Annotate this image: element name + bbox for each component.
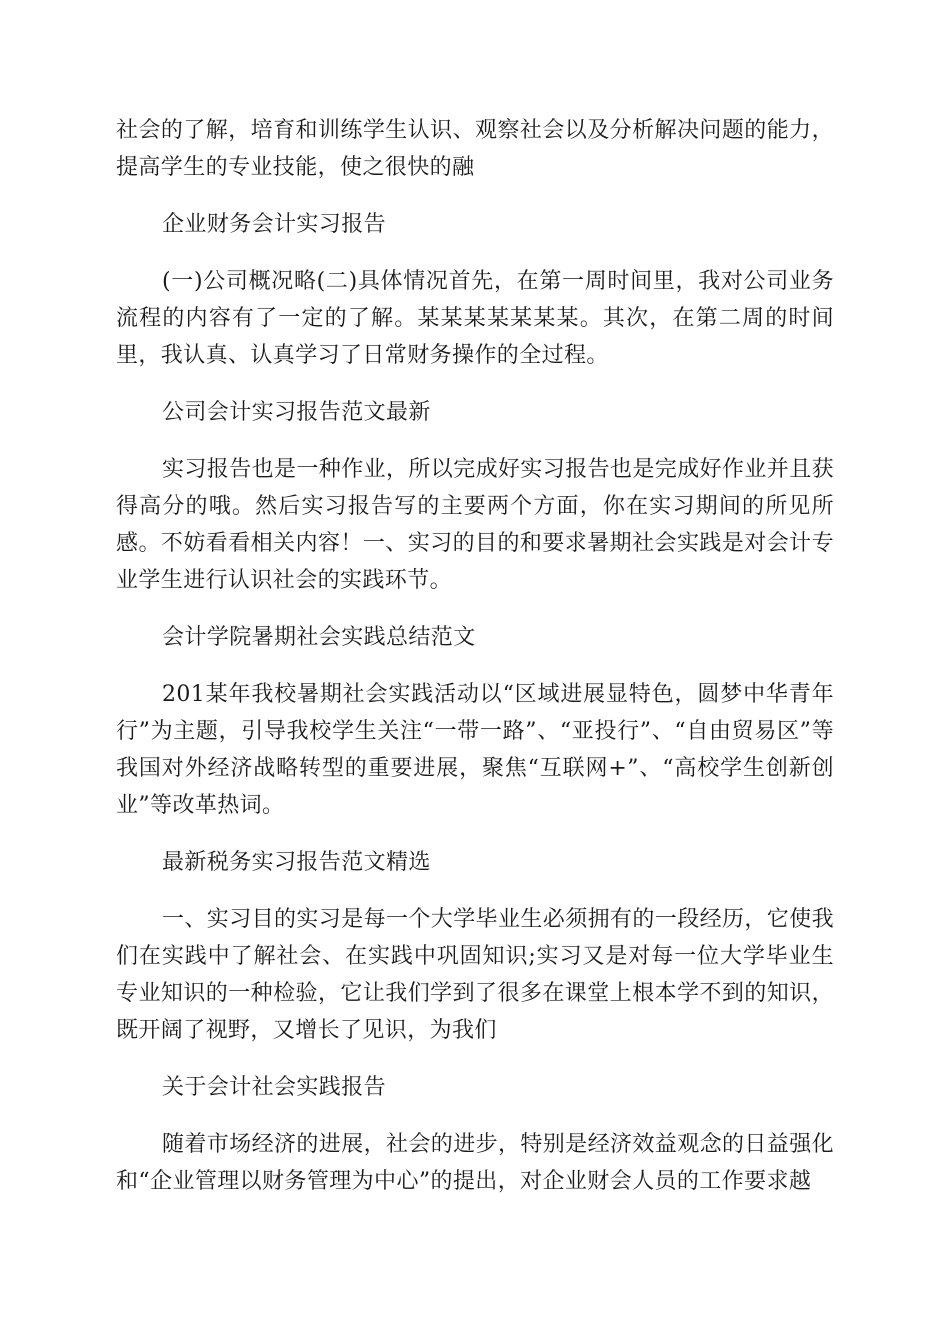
paragraph-market-economy: 随着市场经济的进展，社会的进步，特别是经济效益观念的日益强化和“企业管理以财务管理为中心”的提出，对企业财会人员的工作要求越 xyxy=(116,1132,835,1194)
section-title-tax-internship: 最新税务实习报告范文精选 xyxy=(162,850,431,875)
section-title-accounting-practice: 关于会计社会实践报告 xyxy=(162,1075,387,1100)
section-title-summer-practice: 会计学院暑期社会实践总结范文 xyxy=(162,625,476,650)
paragraph-internship-report: 实习报告也是一种作业，所以完成好实习报告也是完成好作业并且获得高分的哦。然后实习报告写的主要两个方面，你在实习期间的所见所感。不妨看看相关内容！一、实习的目的和要求暑期社会实践是对会计专业学生进行认识社会的实践环节。 xyxy=(116,457,835,593)
section-title-company-accounting: 公司会计实习报告范文最新 xyxy=(162,400,431,425)
paragraph-internship-purpose: 一、实习目的实习是每一个大学毕业生必须拥有的一段经历，它使我们在实践中了解社会、在实践中巩固知识;实习又是对每一位大学毕业生专业知识的一种检验，它让我们学到了很多在课堂上根本学不到的知识，既开阔了视野，又增长了见识，为我们 xyxy=(116,907,835,1043)
paragraph-summer-activity: 201某年我校暑期社会实践活动以“区域进展显特色，圆梦中华青年行”为主题，引导我校学生关注“一带一路”、“亚投行”、“自由贸易区”等我国对外经济战略转型的重要进展，聚焦“互联网+”、“高校学生创新创业”等改革热词。 xyxy=(116,682,834,818)
document-page xyxy=(116,112,834,1200)
paragraph-intro-continuation: 社会的了解，培育和训练学生认识、观察社会以及分析解决问题的能力，提高学生的专业技能，使之很快的融 xyxy=(116,118,834,180)
paragraph-company-overview: (一)公司概况略(二)具体情况首先，在第一周时间里，我对公司业务流程的内容有了一定的了解。某某某某某某某。其次，在第二周的时间里，我认真、认真学习了日常财务操作的全过程。 xyxy=(116,269,834,368)
section-title-enterprise-accounting: 企业财务会计实习报告 xyxy=(162,212,387,237)
